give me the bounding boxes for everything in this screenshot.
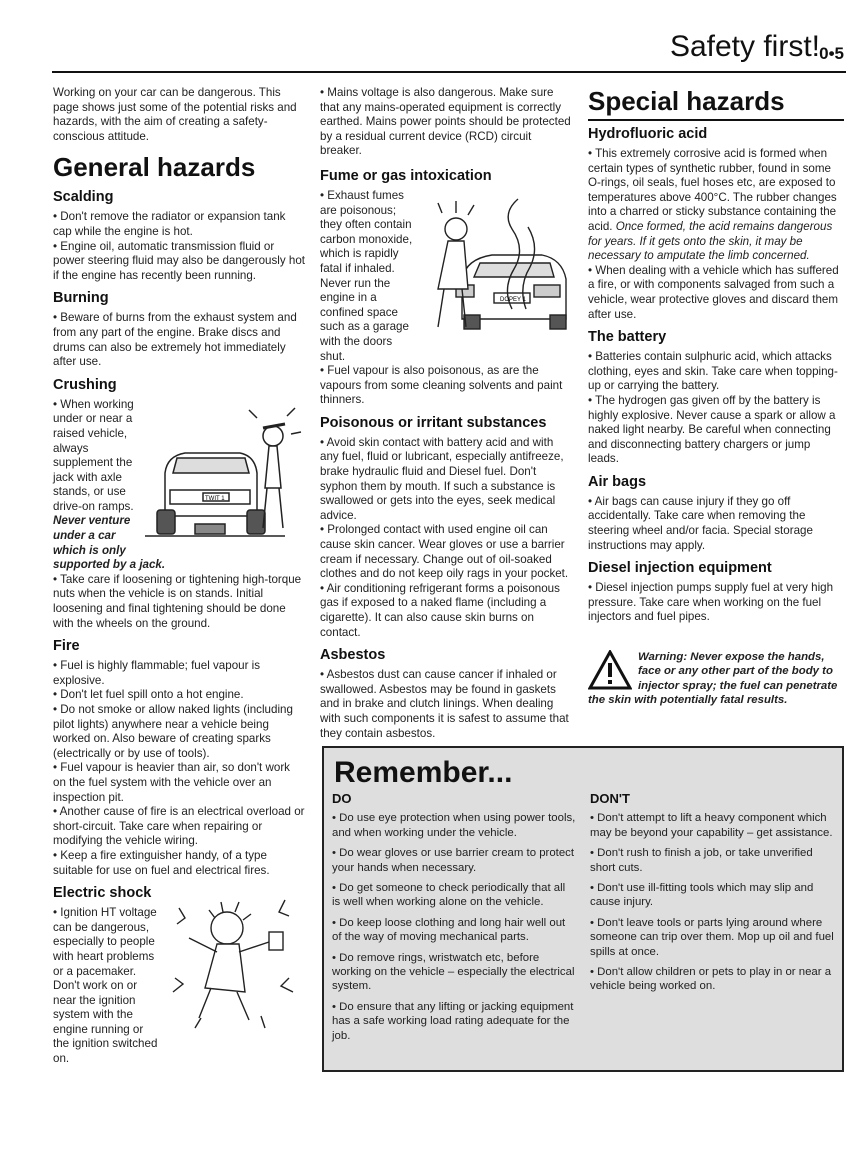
general-hazards-heading: General hazards: [53, 152, 256, 183]
fume-heading: Fume or gas intoxication: [320, 167, 492, 184]
column-left: [53, 86, 305, 1067]
airbags-heading: Air bags: [588, 473, 647, 490]
hydrofluoric-heading: Hydrofluoric acid: [588, 126, 708, 142]
poison-heading: Poisonous or irritant substances: [320, 414, 547, 431]
do-item: • Do ensure that any lifting or jacking equipment has a safe working load rating adequate for the job.: [332, 1000, 574, 1042]
poison-text-1: • Avoid skin contact with battery acid and with any fuel, fluid or lubricant, especially antifreeze, brake hydraulic fluid and Diesel fuel. Don't syphon them by mouth. If such a substance is swallowed or gets into the eyes, seek medical advice.: [320, 435, 564, 522]
poison-text-2: • Prolonged contact with used engine oil can cause skin cancer. Wear gloves or use a barrier cream if necessary. Change out of oil-soaked clothes and do not keep oily rags in your pocket.: [320, 523, 569, 581]
do-item: • Do keep loose clothing and long hair well out of the way of moving mechanical parts.: [332, 916, 566, 944]
fire-heading: Fire: [53, 638, 80, 655]
injector-warning: [588, 650, 848, 708]
burning-heading: Burning: [53, 290, 109, 307]
dont-heading: DON'T: [590, 791, 630, 806]
warning-triangle-icon: [588, 650, 632, 690]
remember-box: [322, 746, 844, 1072]
mains-voltage-text: • Mains voltage is also dangerous. Make sure that any mains-operated equipment is correctly earthed. Mains power points should be protected by a residual current device (RCD) circuit breaker.: [320, 86, 571, 158]
dont-column: [590, 792, 834, 1000]
fire-text-3: • Do not smoke or allow naked lights (including pilot lights) anywhere near a vehicle being worked on. Also beware of creating sparks (electrically or by use of tools).: [53, 703, 293, 760]
fire-text-1: • Fuel is highly flammable; fuel vapour is explosive.: [53, 659, 261, 687]
hydrofluoric-text-1b: Once formed, the acid remains dangerous for years. If it gets onto the skin, it may be necessary to amputate the limb concerned.: [588, 219, 833, 263]
injector-warning-text: Warning: Never expose the hands, face or any other part of the body to injector spray; the fuel can penetrate the skin with potentially fatal results.: [588, 651, 838, 707]
crushing-warning: Never venture under a car which is only supported by a jack.: [53, 514, 166, 572]
do-column: [332, 792, 576, 1049]
electric-shock-illustration: [165, 888, 305, 1038]
do-item: • Do remove rings, wristwatch etc, before working on the vehicle – especially the electrical system.: [332, 951, 575, 993]
scalding-text-2: • Engine oil, automatic transmission fluid or power steering fluid may also be dangerously hot if the engine has recently been running.: [53, 239, 305, 282]
electric-shock-text: • Ignition HT voltage can be dangerous, especially to people with heart problems or a pacemaker. Don't work on or near the ignition system with the engine running or the ignition switched on.: [53, 906, 158, 1066]
diesel-heading: Diesel injection equipment: [588, 560, 772, 577]
crushing-heading: Crushing: [53, 376, 117, 393]
fire-text-5: • Another cause of fire is an electrical overload or short-circuit. Take care when repairing or modifying the vehicle wiring.: [53, 805, 305, 848]
remember-title: Remember...: [334, 756, 513, 789]
battery-text-2: • The hydrogen gas given off by the battery is highly explosive. Never cause a spark or allow a naked light nearby. Be careful when connecting and disconnecting battery chargers or jump leads.: [588, 393, 836, 466]
burning-text: • Beware of burns from the exhaust system and from any part of the engine. Brake discs and drums can also be extremely hot immediately after use.: [53, 311, 297, 369]
hydrofluoric-text-1a: • This extremely corrosive acid is formed when certain types of synthetic rubber, found in some O-rings, oil seals, fuel hoses etc, are exposed to temperatures above 400°C. The rubber changes into a charred or sticky substance containing the acid.: [588, 147, 837, 233]
special-hazards-rule: [588, 119, 844, 121]
do-heading: DO: [332, 791, 352, 806]
jack-plate-text: TWIT 1: [205, 495, 225, 502]
scalding-text-1: • Don't remove the radiator or expansion tank cap while the engine is hot.: [53, 210, 286, 238]
fire-text-6: • Keep a fire extinguisher handy, of a type suitable for use on fuel and electrical fires.: [53, 848, 270, 877]
do-item: • Do use eye protection when using power tools, and when working under the vehicle.: [332, 812, 576, 839]
battery-heading: The battery: [588, 329, 667, 346]
exhaust-fumes-illustration: [422, 189, 572, 339]
special-hazards-heading: Special hazards: [588, 86, 785, 116]
airbags-text: • Air bags can cause injury if they go off accidentally. Take care when removing the steering wheel and/or facia. Special storage instructions may apply.: [588, 494, 813, 552]
page-number: 0•5: [819, 44, 844, 63]
fire-text-2: • Don't let fuel spill onto a hot engine.: [53, 688, 244, 702]
fume-text-1: • Exhaust fumes are poisonous; they often contain carbon monoxide, which is rapidly fatal if inhaled. Never run the engine in a confined space such as a garage with the doors shut.: [320, 188, 413, 363]
electric-shock-heading: Electric shock: [53, 885, 152, 902]
dont-item: • Don't leave tools or parts lying around where someone can trip over them. Mop up oil and fuel spills at once.: [590, 916, 834, 958]
diesel-text: • Diesel injection pumps supply fuel at very high pressure. Take care when working on the fuel injectors and fuel pipes.: [588, 581, 834, 624]
hydrofluoric-text-2: • When dealing with a vehicle which has suffered a fire, or with components salvaged from such a vehicle, wear protective gloves and discard them after use.: [588, 263, 839, 321]
dont-item: • Don't rush to finish a job, or take unverified short cuts.: [590, 847, 813, 874]
fume-text-2: • Fuel vapour is also poisonous, as are the vapours from some cleaning solvents and paint thinners.: [320, 364, 563, 407]
poison-text-3: • Air conditioning refrigerant forms a poisonous gas if exposed to a naked flame (including a cigarette). It can also cause skin burns on contact.: [320, 581, 560, 639]
column-right: [588, 86, 844, 625]
dont-item: • Don't attempt to lift a heavy component which may be beyond your capability – get assistance.: [590, 812, 833, 839]
intro-text: Working on your car can be dangerous. This page shows just some of the potential risks and hazards, with the aim of creating a safety-conscious attitude.: [53, 86, 297, 143]
do-item: • Do wear gloves or use barrier cream to protect your hands when necessary.: [332, 847, 575, 874]
asbestos-heading: Asbestos: [320, 647, 386, 664]
asbestos-text: • Asbestos dust can cause cancer if inhaled or swallowed. Asbestos may be found in gaskets and in brake and clutch linings. When dealing with such components it is safest to assume that they contain asbestos.: [320, 668, 569, 740]
crushing-text-2: • Take care if loosening or tightening high-torque nuts when the vehicle is on stands. Initial loosening and final tightening should be done with the wheels on the ground.: [53, 572, 302, 630]
header-rule: [52, 71, 846, 73]
crushing-text-1: • When working under or near a raised vehicle, always supplement the jack with axle stands, or use drive-on ramps.: [53, 397, 134, 513]
do-item: • Do get someone to check periodically that all is well when working alone on the vehicle.: [332, 882, 566, 909]
fire-text-4: • Fuel vapour is heavier than air, so don't work on the fuel system with the vehicle over an inspection pit.: [53, 761, 290, 804]
battery-text-1: • Batteries contain sulphuric acid, which attacks clothing, eyes and skin. Take care when topping-up or carrying the battery.: [588, 350, 838, 393]
dont-item: • Don't allow children or pets to play in or near a vehicle being worked on.: [590, 966, 832, 993]
car-plate-text: DOPEY 1: [500, 296, 526, 303]
column-middle: [320, 86, 572, 741]
jacked-car-illustration: [145, 398, 305, 548]
scalding-heading: Scalding: [53, 189, 114, 206]
hydrofluoric-text-1: [588, 147, 844, 264]
page-title: Safety first!: [669, 30, 820, 63]
dont-item: • Don't use ill-fitting tools which may slip and cause injury.: [590, 882, 814, 909]
